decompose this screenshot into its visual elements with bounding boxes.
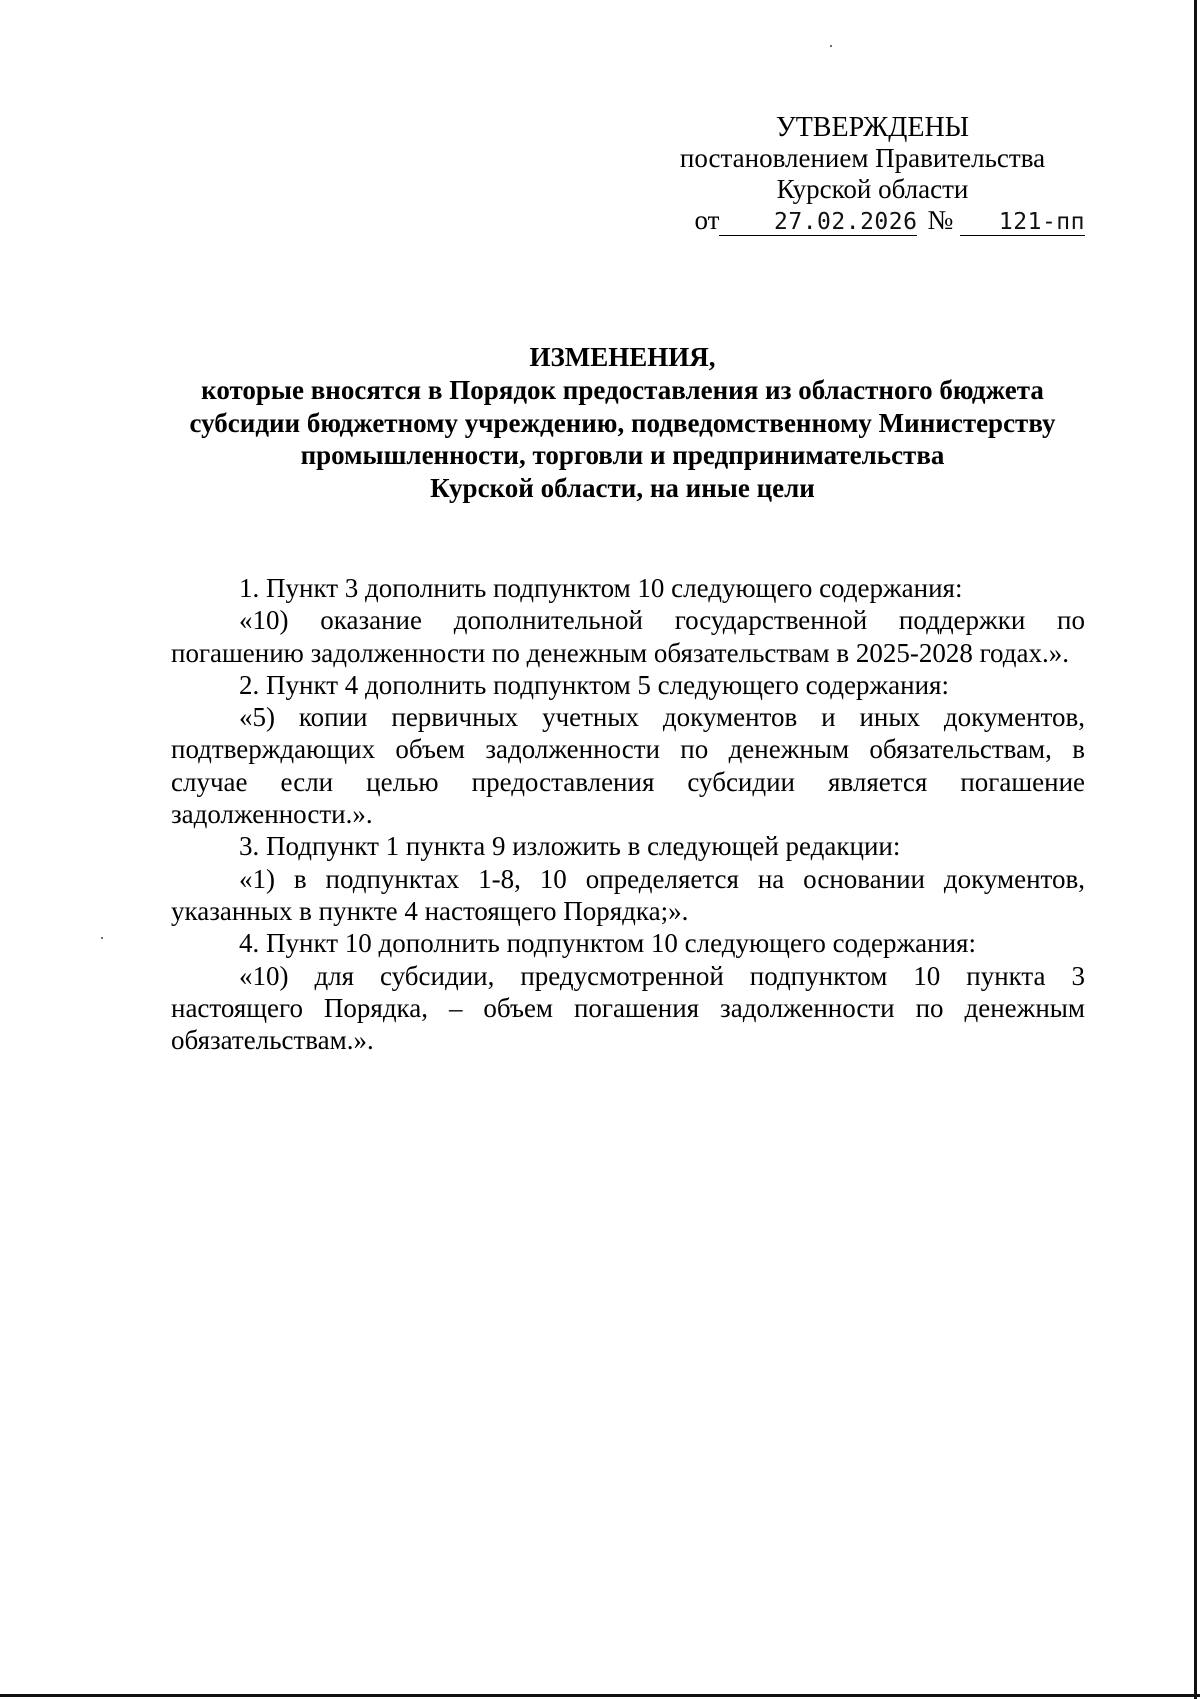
paragraph-item-2: 2. Пункт 4 дополнить подпунктом 5 следующего содержания:	[239, 669, 949, 700]
approval-region-line: Курской области	[776, 174, 969, 204]
decree-date-value: 27.02.2026	[719, 209, 917, 236]
date-prefix: от	[694, 205, 720, 235]
title-line: промышленности, торговли и предпринимательства	[300, 440, 945, 470]
paragraph-item-4: 4. Пункт 10 дополнить подпунктом 10 следующего содержания:	[239, 928, 976, 959]
number-prefix: №	[927, 205, 954, 235]
approval-date-number-line	[640, 205, 1085, 236]
document-body	[171, 572, 1085, 1056]
paragraph-quote-4: «10) для субсидии, предусмотренной подпунктом 10 пункта 3 настоящего Порядка, – объем погашения задолженности по денежным обязательствам.».	[171, 960, 1085, 1056]
title-main: ИЗМЕНЕНИЯ,	[529, 342, 716, 372]
scan-edge-bottom	[0, 1694, 1200, 1697]
document-title	[160, 340, 1085, 504]
paragraph-item-3: 3. Подпункт 1 пункта 9 изложить в следующей редакции:	[239, 831, 901, 862]
approval-decree-line: постановлением Правительства	[679, 143, 1046, 173]
title-line: Курской области, на иные цели	[430, 472, 815, 503]
approval-stamp-block	[640, 112, 1085, 236]
scan-speck	[101, 937, 103, 939]
decree-number-value: 121-пп	[960, 209, 1085, 236]
title-line: субсидии бюджетному учреждению, подведомственному Министерству	[189, 407, 1056, 438]
approval-heading: УТВЕРЖДЕНЫ	[775, 112, 970, 143]
paragraph-item-1: 1. Пункт 3 дополнить подпунктом 10 следующего содержания:	[239, 573, 963, 603]
scan-edge-right	[1194, 0, 1197, 1699]
paragraph-quote-1: «10) оказание дополнительной государственной поддержки по погашению задолженности по денежным обязательствам в 2025-2028 годах.».	[171, 605, 1085, 668]
title-line: которые вносятся в Порядок предоставления из областного бюджета	[201, 375, 1044, 405]
scan-speck	[830, 45, 832, 47]
paragraph-quote-2: «5) копии первичных учетных документов и иных документов, подтверждающих объем задолженности по денежным обязательствам, в случае если целью предоставления субсидии является погашение задолженности.».	[171, 702, 1085, 830]
paragraph-quote-3: «1) в подпунктах 1-8, 10 определяется на основании документов, указанных в пункте 4 настоящего Порядка;».	[171, 863, 1085, 926]
